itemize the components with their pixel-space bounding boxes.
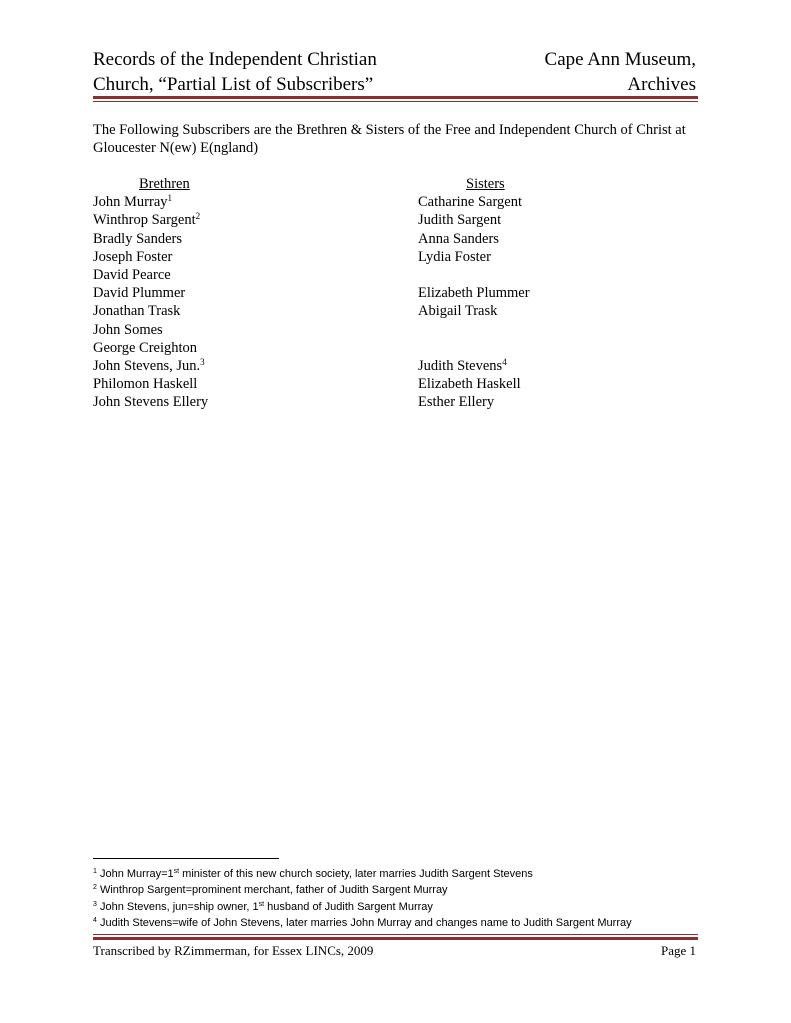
ordinal-suffix: st	[173, 868, 180, 875]
brethren-item	[93, 375, 393, 393]
brethren-item	[93, 302, 393, 320]
sisters-item	[418, 375, 718, 393]
brethren-item	[93, 393, 393, 411]
brethren-item	[93, 230, 393, 248]
member-name: Judith Stevens	[418, 357, 503, 374]
sisters-item	[418, 211, 718, 229]
org-line-1: Cape Ann Museum,	[544, 49, 696, 70]
member-name: Winthrop Sargent	[93, 212, 196, 229]
footnote	[93, 915, 713, 931]
archive-source	[436, 47, 696, 97]
member-name: Abigail Trask	[418, 303, 498, 320]
brethren-item	[93, 193, 393, 211]
member-name: Jonathan Trask	[93, 303, 181, 320]
member-name: Elizabeth Haskell	[418, 376, 521, 393]
member-name: Lydia Foster	[418, 248, 491, 265]
brethren-item	[93, 284, 393, 302]
member-name: John Stevens, Jun.	[93, 357, 201, 374]
footnote-text-cont: husband of Judith Sargent Murray	[264, 900, 433, 913]
sisters-column	[418, 175, 718, 411]
sisters-item	[418, 248, 718, 266]
footnote-text: Winthrop Sargent=prominent merchant, father of Judith Sargent Murray	[99, 884, 448, 897]
footnote-separator	[93, 858, 279, 859]
footnote-text: Judith Stevens=wife of John Stevens, later marries John Murray and changes name to Judith Sargent Murray	[99, 916, 632, 929]
footnote-number: 2	[93, 884, 97, 892]
footnote-reference[interactable]: 2	[195, 211, 201, 222]
sisters-heading: Sisters	[466, 176, 505, 192]
member-name: Joseph Foster	[93, 248, 173, 265]
header-rule-thick	[93, 96, 698, 99]
footnotes	[93, 866, 713, 931]
member-name: Elizabeth Plummer	[418, 285, 530, 302]
title-line-1: Records of the Independent Christian	[93, 49, 377, 70]
sisters-item	[418, 321, 718, 339]
brethren-heading: Brethren	[139, 176, 190, 192]
member-name: John Somes	[93, 321, 163, 338]
member-name: Anna Sanders	[418, 230, 499, 247]
brethren-column	[93, 175, 393, 411]
member-name: John Stevens Ellery	[93, 394, 209, 411]
footnote-number: 4	[93, 916, 97, 924]
brethren-item	[93, 339, 393, 357]
brethren-item	[93, 266, 393, 284]
member-name: Bradly Sanders	[93, 230, 182, 247]
transcription-credit: Transcribed by RZimmerman, for Essex LINCs, 2009	[93, 943, 374, 958]
footnote-number: 1	[93, 868, 97, 875]
member-name: David Plummer	[93, 285, 186, 302]
member-name: David Pearce	[93, 266, 171, 283]
title-line-2: Church, “Partial List of Subscribers”	[93, 74, 374, 95]
footnote-reference[interactable]: 1	[167, 193, 173, 204]
sisters-item	[418, 284, 718, 302]
brethren-item	[93, 211, 393, 229]
sisters-item	[418, 357, 718, 375]
member-name: John Murray	[93, 194, 168, 211]
footnote-text: John Stevens, jun=ship owner, 1	[99, 900, 259, 913]
brethren-item	[93, 248, 393, 266]
member-name: Esther Ellery	[418, 394, 495, 411]
sisters-item	[418, 193, 718, 211]
brethren-item	[93, 357, 393, 375]
footnote-number: 3	[93, 900, 97, 908]
ordinal-suffix: st	[258, 900, 265, 908]
org-line-2: Archives	[627, 74, 696, 95]
sisters-item	[418, 339, 718, 357]
brethren-item	[93, 321, 393, 339]
sisters-list	[418, 193, 718, 411]
member-name: Philomon Haskell	[93, 376, 198, 393]
member-name: Catharine Sargent	[418, 194, 523, 211]
footer-rule-thin	[93, 934, 698, 935]
brethren-list	[93, 193, 393, 411]
member-name: George Creighton	[93, 339, 198, 356]
sisters-item	[418, 302, 718, 320]
footnote-reference[interactable]: 3	[200, 356, 205, 367]
intro-paragraph: The Following Subscribers are the Brethren & Sisters of the Free and Independent Church of Christ at Gloucester N(ew) E(ngland)	[93, 122, 686, 156]
footnote	[93, 899, 713, 915]
footnote-reference[interactable]: 4	[502, 356, 507, 367]
sisters-item	[418, 393, 718, 411]
footnote	[93, 882, 713, 898]
footer-rule-thick	[93, 937, 698, 940]
sisters-item	[418, 266, 718, 284]
header-rule-thin	[93, 101, 698, 102]
footnote-text-cont: minister of this new church society, later marries Judith Sargent Stevens	[179, 868, 533, 880]
sisters-item	[418, 230, 718, 248]
footnote	[93, 866, 713, 882]
page-number: Page 1	[660, 943, 696, 958]
document-title	[93, 47, 473, 97]
member-name: Judith Sargent	[418, 212, 502, 229]
footnote-text: John Murray=1	[99, 868, 174, 880]
